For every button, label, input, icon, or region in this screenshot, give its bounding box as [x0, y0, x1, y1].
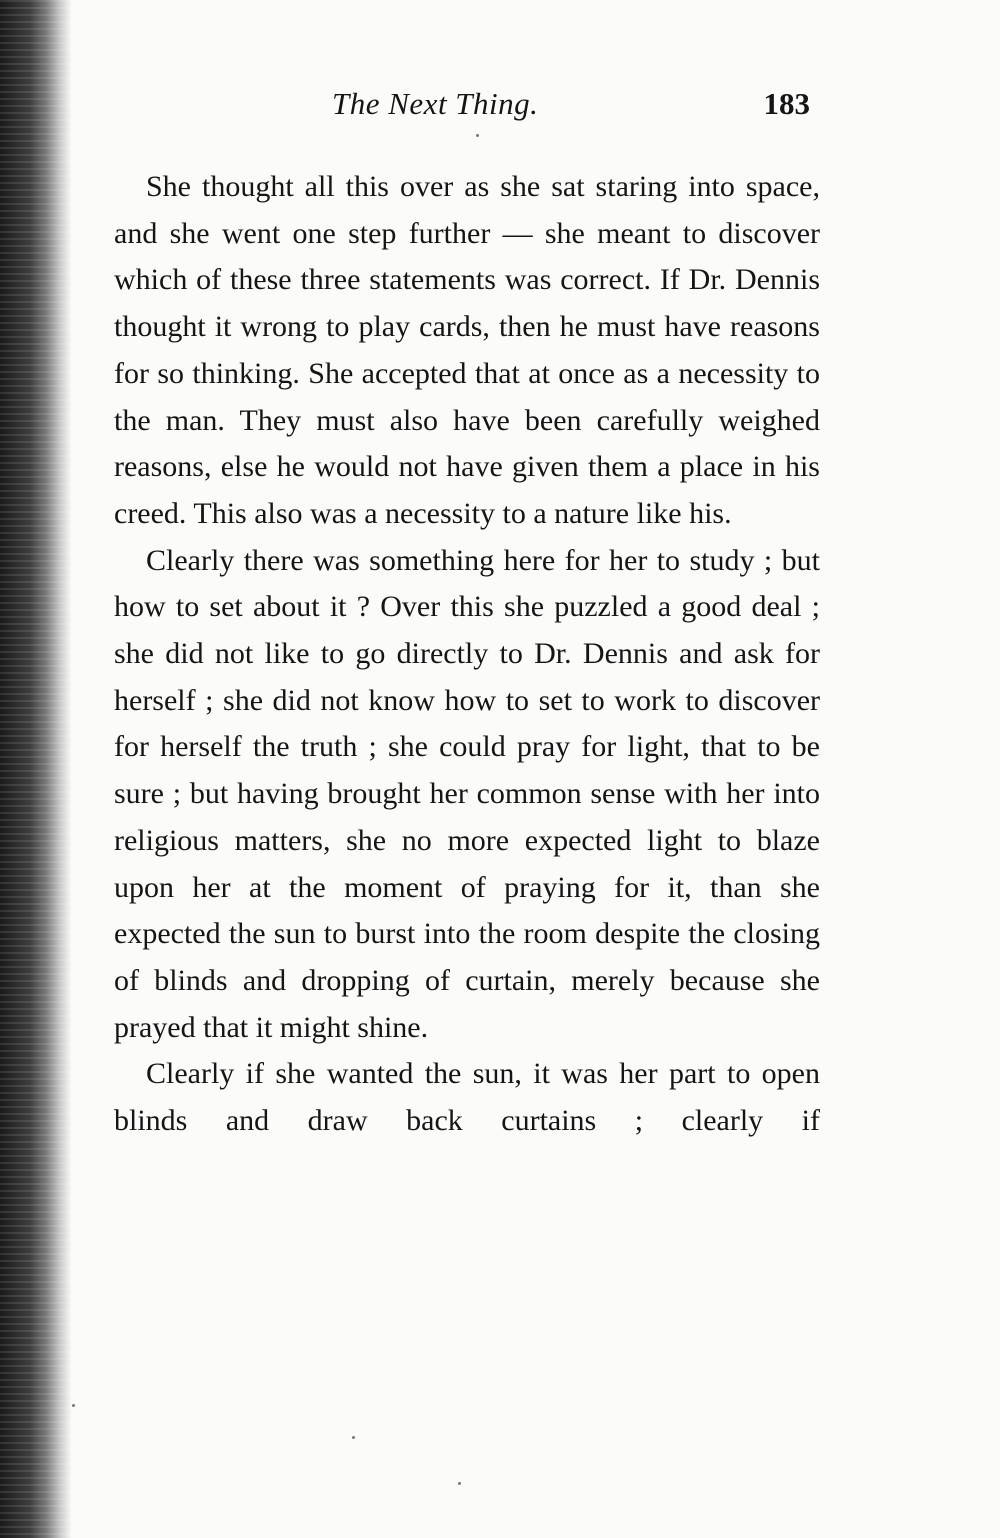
- paragraph-2: Clearly there was something here for her to study ; but how to set about it ? Over this she puzzled a good deal ; she did not like to go directly to Dr. Dennis and ask for herself ; she did not know how to set to work to discover for herself the truth ; she could pray for light, that to be sure ; but having brought her common sense with her into religious matters, she no more expected light to blaze upon her at the moment of praying for it, than she expected the sun to burst into the room despite the closing of blinds and dropping of curtain, merely because she prayed that it might shine.: [114, 543, 820, 1044]
- scan-speck: [352, 1436, 355, 1439]
- page-number: 183: [763, 86, 810, 121]
- paragraph-3: Clearly if she wanted the sun, it was her part to open blinds and draw back curtains ; clearly if: [114, 1057, 820, 1138]
- scan-speck: [476, 134, 479, 137]
- running-title: The Next Thing.: [332, 86, 539, 121]
- page-header: [120, 86, 820, 126]
- scan-speck: [72, 1404, 75, 1407]
- scanned-binding-edge: [0, 0, 72, 1538]
- scan-speck: [458, 1482, 461, 1485]
- paragraph-1: She thought all this over as she sat staring into space, and she went one step further — she meant to discover which of these three statements was correct. If Dr. Dennis thought it wrong to play cards, then he must have reasons for so thinking. She accepted that at once as a necessity to the man. They must also have been carefully weighed reasons, else he would not have given them a place in his creed. This also was a necessity to a nature like his.: [114, 170, 820, 530]
- body-text: [114, 164, 820, 1145]
